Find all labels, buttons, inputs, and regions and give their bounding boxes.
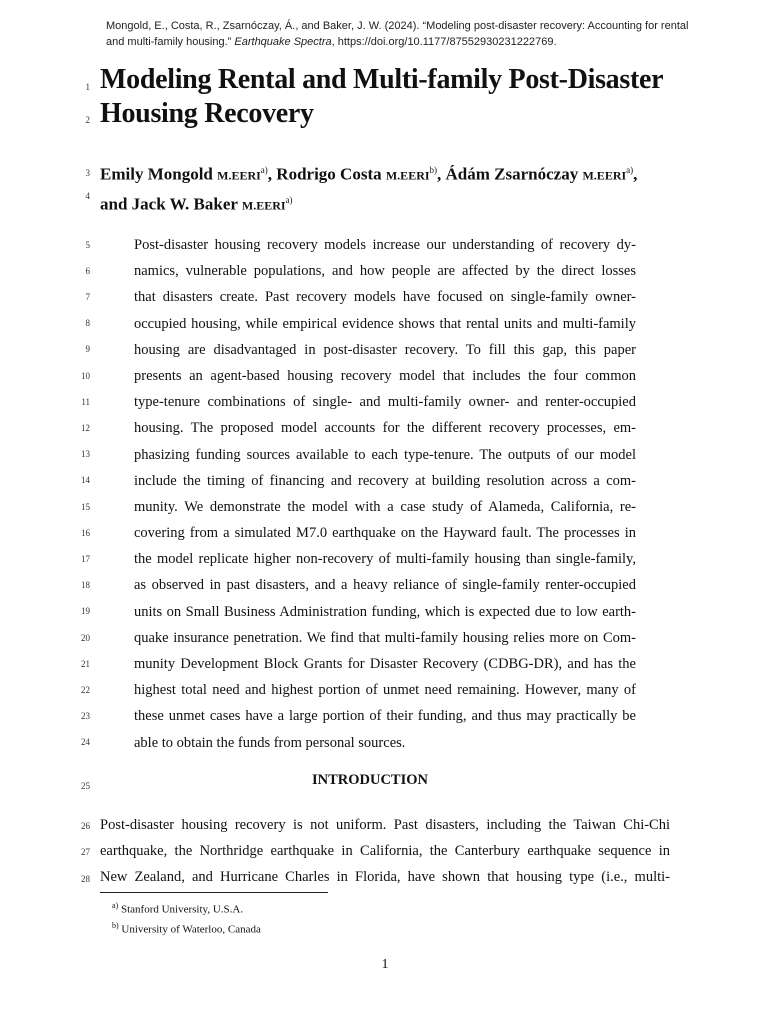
title-line-2: Housing Recovery — [100, 98, 314, 129]
line-number: 10 — [81, 371, 90, 381]
line-number: 24 — [81, 737, 90, 747]
abstract-line: type-tenure combinations of single- and multi-family owner- and renter-occupied — [134, 394, 636, 411]
line-number: 17 — [81, 554, 90, 564]
line-number: 14 — [81, 475, 90, 485]
footnote-rule — [100, 892, 328, 893]
footnote-mark: a) — [112, 901, 119, 910]
line-number: 27 — [81, 847, 90, 857]
separator: , — [267, 164, 273, 184]
page-number: 1 — [381, 957, 389, 972]
line-number: 20 — [81, 633, 90, 643]
abstract-line: covering from a simulated M7.0 earthquake on the Hayward fault. The processes in — [134, 525, 636, 542]
abstract-line: quake insurance penetration. We find that multi-family housing relies more on Com- — [134, 629, 636, 646]
line-number: 8 — [85, 318, 90, 328]
body-line: earthquake, the Northridge earthquake in California, the Canterbury earthquake sequence in — [100, 843, 670, 860]
abstract-line: munity. We demonstrate the model with a case study of Alameda, California, re- — [134, 498, 636, 515]
abstract-line: units on Small Business Administration funding, which is expected due to low earth- — [134, 603, 636, 620]
line-number: 2 — [85, 115, 90, 125]
line-number: 18 — [81, 580, 90, 590]
abstract-line: as observed in past disasters, and a heavy reliance of single-family renter-occupied — [134, 577, 636, 594]
abstract-line: housing are disadvantaged in post-disaster recovery. To fill this gap, this paper — [134, 341, 636, 358]
abstract-line: munity Development Block Grants for Disaster Recovery (CDBG-DR), and has the — [134, 656, 636, 672]
body-line: Post-disaster housing recovery is not uniform. Past disasters, including the Taiwan Chi-Chi — [100, 817, 670, 833]
paper-title — [100, 63, 740, 131]
footnote-text: University of Waterloo, Canada — [121, 923, 261, 936]
line-number: 3 — [85, 168, 90, 178]
body-text — [100, 812, 670, 891]
membership-tag: M.EERI — [385, 168, 430, 183]
line-number: 23 — [81, 711, 90, 721]
footnotes — [112, 898, 261, 938]
abstract-line: occupied housing, while empirical evidence shows that rental units and multi-family — [134, 315, 636, 332]
footnote-item — [112, 918, 261, 938]
line-number: 11 — [81, 397, 90, 407]
citation-header — [106, 19, 706, 50]
line-number: 4 — [85, 191, 90, 201]
line-number: 6 — [85, 266, 90, 276]
author-name: and Jack W. Baker — [100, 194, 238, 214]
line-number: 28 — [81, 874, 90, 884]
membership-tag: M.EERI — [582, 168, 627, 183]
citation-journal: Earthquake Spectra — [234, 35, 332, 48]
line-number: 7 — [85, 292, 90, 302]
abstract-line: namics, vulnerable populations, and how people are affected by the direct losses — [134, 263, 636, 280]
section-heading: INTRODUCTION — [311, 772, 428, 788]
author-name: Emily Mongold — [100, 164, 213, 184]
separator: , — [437, 164, 442, 184]
line-number: 1 — [85, 82, 90, 92]
membership-tag: M.EERI — [241, 198, 286, 213]
line-number: 25 — [81, 781, 90, 791]
affiliation-mark: a) — [626, 165, 634, 175]
citation-doi[interactable]: , https://doi.org/10.1177/87552930231222769. — [331, 35, 557, 48]
abstract-line: Post-disaster housing recovery models increase our understanding of recovery dy- — [134, 237, 636, 253]
abstract-line: these unmet cases have a large portion of their funding, and thus may practically be — [134, 708, 636, 725]
line-number: 19 — [81, 606, 90, 616]
affiliation-mark: a) — [285, 194, 293, 205]
line-number: 12 — [81, 423, 90, 433]
line-number: 21 — [81, 659, 90, 669]
author-name: Ádám Zsarnóczay — [445, 164, 579, 184]
abstract-line: the model replicate higher non-recovery of multi-family housing than single-family, — [134, 551, 636, 568]
abstract-line: presents an agent-based housing recovery model that includes the four common — [134, 367, 636, 384]
line-number: 22 — [81, 685, 90, 695]
footnote-text: Stanford University, U.S.A. — [120, 903, 244, 916]
affiliation-mark: a) — [260, 165, 268, 175]
author-name: Rodrigo Costa — [276, 164, 382, 184]
title-line-1: Modeling Rental and Multi-family Post-Disaster — [100, 64, 664, 95]
author-list — [100, 158, 740, 217]
abstract-line: phasizing funding sources available to each type-tenure. The outputs of our model — [134, 446, 636, 463]
abstract-line: highest total need and highest portion of unmet need remaining. However, many of — [134, 682, 636, 699]
abstract-line: able to obtain the funds from personal sources. — [134, 734, 406, 751]
abstract-line: housing. The proposed model accounts for the different recovery processes, em- — [134, 420, 636, 437]
affiliation-mark: b) — [429, 165, 438, 175]
line-number: 16 — [81, 528, 90, 538]
line-number: 9 — [85, 344, 90, 354]
footnote-item — [112, 898, 261, 918]
separator: , — [633, 164, 638, 184]
body-line: New Zealand, and Hurricane Charles in Florida, have shown that housing type (i.e., multi- — [100, 869, 670, 886]
line-number: 5 — [85, 240, 90, 250]
abstract-line: include the timing of financing and recovery at building resolution across a com- — [134, 472, 636, 489]
abstract-line: that disasters create. Past recovery models have focused on single-family owner- — [134, 289, 636, 306]
line-number: 26 — [81, 821, 90, 831]
citation-text: Mongold, E., Costa, R., Zsarnóczay, Á., and Baker, J. W. (2024). “Modeling post-disaster recovery: Accounting for rental and multi-family housing.” — [106, 20, 689, 48]
membership-tag: M.EERI — [217, 168, 261, 183]
line-number: 13 — [81, 449, 90, 459]
footnote-mark: b) — [112, 921, 119, 931]
abstract — [134, 232, 636, 756]
line-number: 15 — [81, 502, 90, 512]
